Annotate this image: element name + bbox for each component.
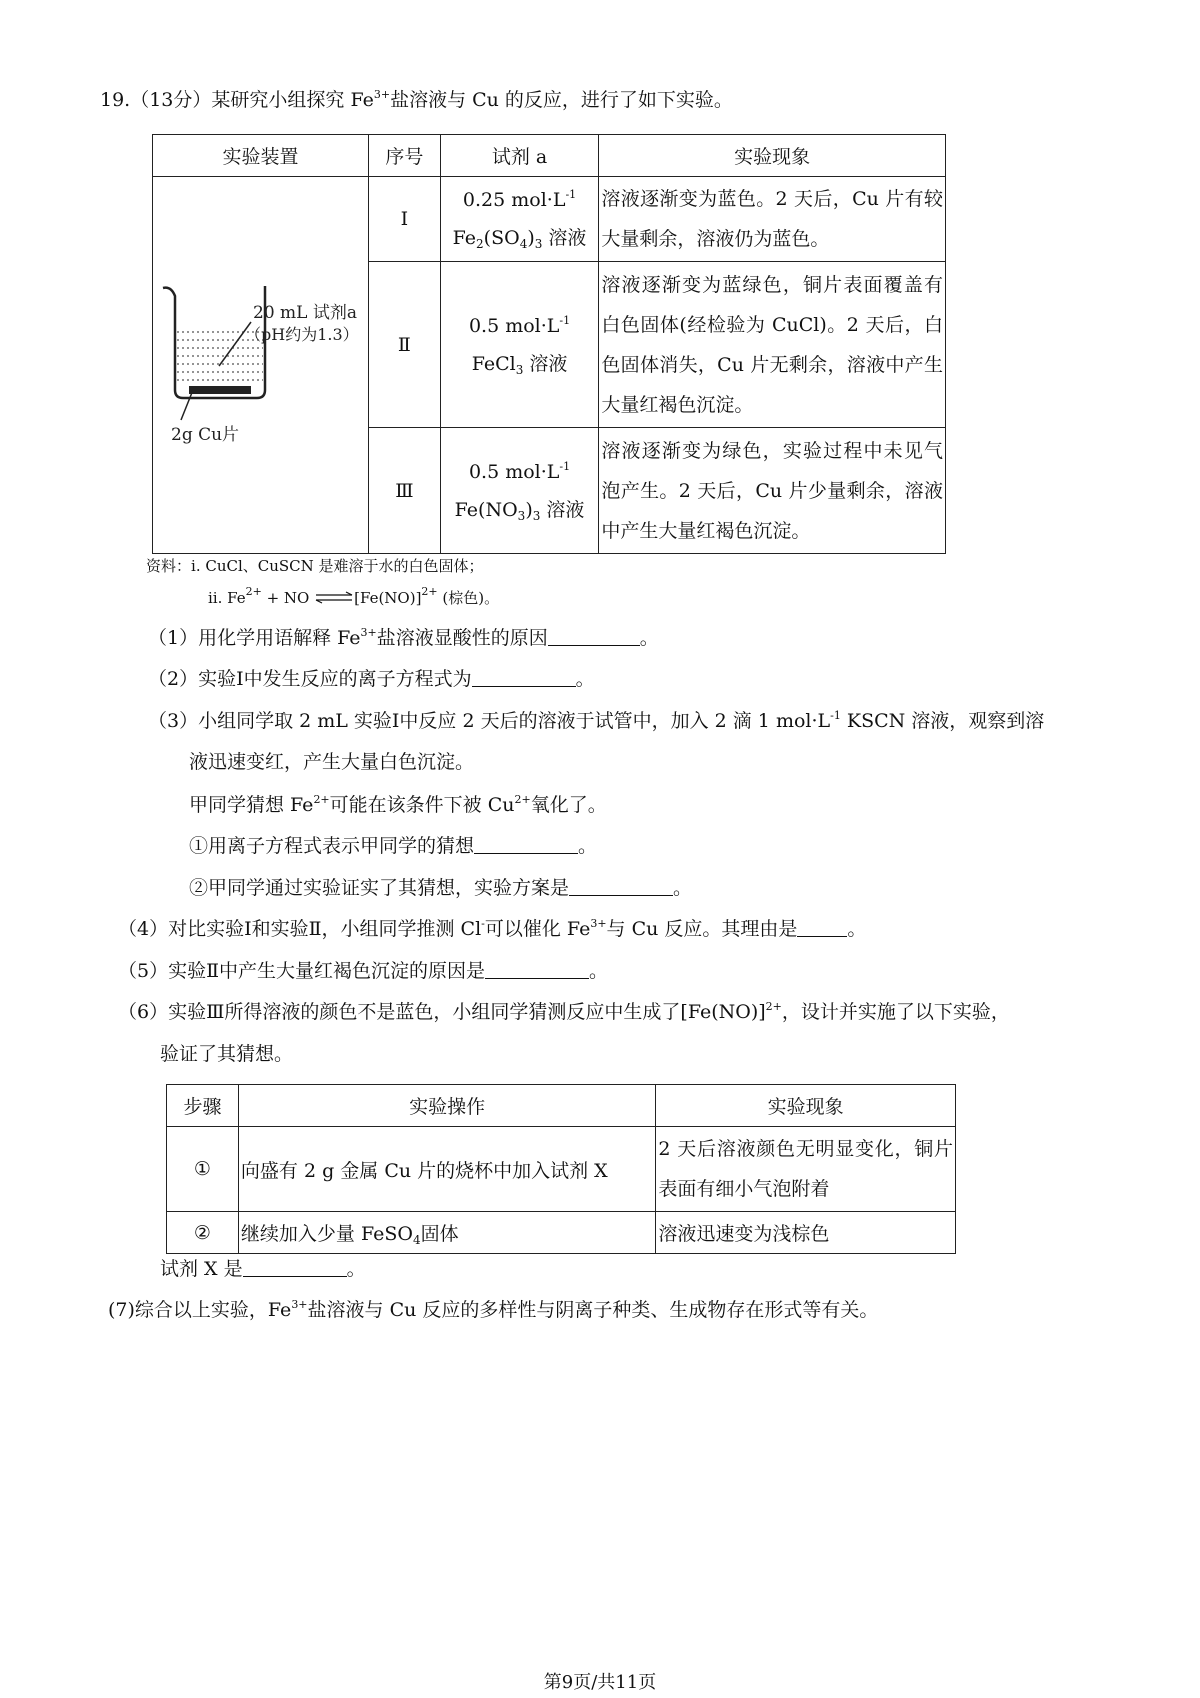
header-phenomenon: 实验现象	[599, 135, 946, 177]
question-3-line-3: 甲同学猜想 $Fe^{2+}$可能在该条件下被 $Cu^{2+}$氧化了。	[189, 793, 607, 816]
row-1-phenomenon: 溶液逐渐变为蓝色。2 天后，Cu 片有较大量剩余，溶液仍为蓝色。	[599, 177, 946, 262]
question-5: （5）实验Ⅱ中产生大量红褐色沉淀的原因是 。	[118, 960, 609, 982]
step-1-operation: 向盛有 2 g 金属 Cu 片的烧杯中加入试剂 X	[238, 1127, 655, 1212]
answer-blank-5[interactable]	[485, 960, 589, 979]
row-1-reagent: 0.25 $mol\cdot L^{-1}$ $Fe_2(SO_4)_3$ 溶液	[440, 177, 599, 262]
reagent-label-1: 20 mL 试剂a	[253, 303, 357, 323]
question-6-line-1: （6）实验Ⅲ所得溶液的颜色不是蓝色，小组同学猜测反应中生成了$[Fe(NO)]^{2+}$，设计并实施了以下实验，	[118, 1000, 1010, 1023]
apparatus-cell	[153, 177, 369, 554]
cu-piece	[189, 386, 251, 394]
header-apparatus: 实验装置	[153, 135, 369, 177]
question-3-line-1: （3）小组同学取 2 mL 实验Ⅰ中反应 2 天后的溶液于试管中，加入 2 滴 1 $mol\cdot L^{-1}$ KSCN 溶液，观察到溶	[148, 709, 1045, 732]
verification-table	[166, 1084, 956, 1254]
question-3-sub-2: ②甲同学通过实验证实了其猜想，实验方案是 。	[189, 877, 693, 899]
row-3-reagent: 0.5 $mol\cdot L^{-1}$ $Fe(NO_3)_3$ 溶液	[440, 428, 599, 554]
page-footer: 第9页/共11页	[543, 1672, 657, 1693]
question-3-sub-1: ①用离子方程式表示甲同学的猜想 。	[189, 835, 598, 857]
step-1-phenomenon: 2 天后溶液颜色无明显变化，铜片表面有细小气泡附着	[656, 1127, 956, 1212]
row-2-reagent: 0.5 $mol\cdot L^{-1}$ FeCl$_3$ 溶液	[440, 262, 599, 428]
row-1-number: Ⅰ	[369, 177, 441, 262]
answer-blank-6[interactable]	[243, 1258, 347, 1277]
answer-blank-3-1[interactable]	[474, 835, 578, 854]
header-number: 序号	[369, 135, 441, 177]
cu-pointer	[181, 390, 193, 420]
row-2-number: Ⅱ	[369, 262, 441, 428]
step-2-operation: 继续加入少量 FeSO$_4$固体	[238, 1212, 655, 1254]
row-2-phenomenon: 溶液逐渐变为蓝绿色，铜片表面覆盖有白色固体(经检验为 CuCl)。2 天后，白色固体消失，Cu 片无剩余，溶液中产生大量红褐色沉淀。	[599, 262, 946, 428]
answer-blank-1[interactable]	[548, 627, 640, 646]
question-2: （2）实验Ⅰ中发生反应的离子方程式为 。	[148, 668, 595, 690]
question-6-line-2: 验证了其猜想。	[160, 1043, 294, 1065]
answer-blank-2[interactable]	[472, 668, 576, 687]
note-ii: ⅱ. $Fe^{2+}$ + NO $[Fe(NO)]^{2+}$ (棕色)。	[208, 585, 500, 607]
step-2-phenomenon: 溶液迅速变为浅棕色	[656, 1212, 956, 1254]
answer-blank-3-2[interactable]	[569, 877, 673, 896]
header-result: 实验现象	[656, 1085, 956, 1127]
experiment-table	[152, 134, 946, 554]
header-operation: 实验操作	[238, 1085, 655, 1127]
reagent-label-2: （pH约为1.3）	[245, 325, 359, 344]
step-2: ②	[167, 1212, 239, 1254]
header-reagent: 试剂 a	[440, 135, 599, 177]
reagent-x-question: 试剂 X 是 。	[160, 1258, 366, 1280]
question-7: (7)综合以上实验，$Fe^{3+}$盐溶液与 Cu 反应的多样性与阴离子种类、生成物存在形式等有关。	[108, 1298, 879, 1321]
question-3-line-2: 液迅速变红，产生大量白色沉淀。	[189, 751, 475, 773]
cu-label: 2g Cu片	[171, 425, 240, 445]
equilibrium-arrow-icon	[314, 591, 354, 605]
question-title: 19.（13分）某研究小组探究 $Fe^{3+}$盐溶液与 Cu 的反应，进行了如下实验。	[100, 88, 733, 111]
row-3-number: Ⅲ	[369, 428, 441, 554]
header-step: 步骤	[167, 1085, 239, 1127]
answer-blank-4[interactable]	[797, 918, 847, 937]
step-1: ①	[167, 1127, 239, 1212]
row-3-phenomenon: 溶液逐渐变为绿色，实验过程中未见气泡产生。2 天后，Cu 片少量剩余，溶液中产生大量红褐色沉淀。	[599, 428, 946, 554]
beaker-diagram	[153, 240, 368, 490]
question-4: （4）对比实验Ⅰ和实验Ⅱ，小组同学推测 Cl-可以催化 $Fe^{3+}$与 Cu 反应。其理由是 。	[118, 917, 867, 940]
note-i: 资料：ⅰ. CuCl、CuSCN 是难溶于水的白色固体；	[146, 557, 484, 575]
question-1: （1）用化学用语解释 $Fe^{3+}$盐溶液显酸性的原因 。	[148, 626, 659, 649]
